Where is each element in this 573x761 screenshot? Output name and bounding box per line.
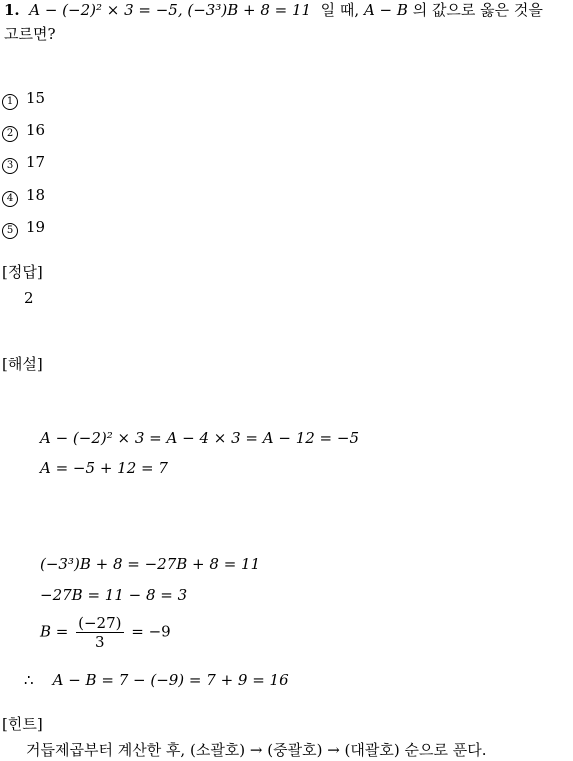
choice-4 <box>2 185 45 207</box>
answer-label: [정답] <box>2 263 43 281</box>
fraction-lhs: B = <box>40 622 69 641</box>
fraction-numerator: (−27) <box>78 614 122 632</box>
answer-value: 2 <box>24 289 34 307</box>
hint-text: 거듭제곱부터 계산한 후, (소괄호) → (중괄호) → (대괄호) 순으로 푼다. <box>26 741 487 759</box>
choice-1 <box>2 88 45 110</box>
choice-value: 18 <box>26 186 46 204</box>
choice-5 <box>2 217 45 239</box>
explanation-line-4: −27B = 11 − 8 = 3 <box>40 586 188 604</box>
fraction <box>76 614 123 651</box>
therefore-symbol: ∴ <box>24 671 34 689</box>
explanation-fraction-line <box>40 614 171 651</box>
explanation-line-1: A − (−2)² × 3 = A − 4 × 3 = A − 12 = −5 <box>40 429 359 447</box>
explanation-line-3: (−3³)B + 8 = −27B + 8 = 11 <box>40 555 261 573</box>
choice-marker: 2 <box>2 126 18 142</box>
fraction-rhs: = −9 <box>131 622 171 641</box>
choice-value: 15 <box>26 89 46 107</box>
question-text-1: 일 때, <box>320 1 360 19</box>
explanation-line-2: A = −5 + 12 = 7 <box>40 459 168 477</box>
choice-marker: 3 <box>2 158 18 174</box>
question-ab: A − B <box>363 1 408 19</box>
choice-marker: 1 <box>2 94 18 110</box>
explanation-label: [해설] <box>2 355 43 373</box>
explanation-conclusion <box>24 670 289 690</box>
choice-2 <box>2 120 45 142</box>
choice-3 <box>2 152 45 174</box>
question-stem-line2: 고르면? <box>4 25 56 43</box>
choice-marker: 5 <box>2 223 18 239</box>
choice-value: 16 <box>26 121 46 139</box>
conclusion-text: A − B = 7 − (−9) = 7 + 9 = 16 <box>52 671 289 689</box>
question-stem-line1 <box>4 0 543 20</box>
choice-marker: 4 <box>2 191 18 207</box>
question-text-2: 의 값으로 옳은 것을 <box>412 1 543 19</box>
hint-label: [힌트] <box>2 715 43 733</box>
choice-value: 17 <box>26 153 46 171</box>
question-number: 1. <box>4 1 20 19</box>
fraction-denominator: 3 <box>95 633 105 651</box>
choice-value: 19 <box>26 218 46 236</box>
question-math: A − (−2)² × 3 = −5, (−3³)B + 8 = 11 <box>29 1 312 19</box>
